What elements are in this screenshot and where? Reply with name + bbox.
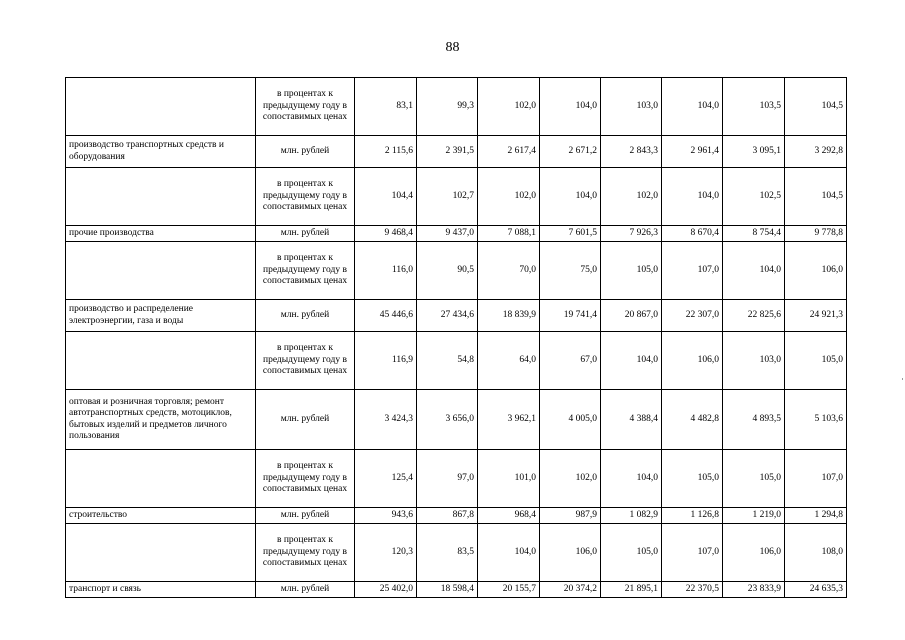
value-cell: 2 671,2	[540, 136, 601, 168]
value-cell: 105,0	[785, 332, 847, 390]
value-cell: 9 437,0	[417, 226, 478, 242]
economic-indicators-table	[65, 77, 847, 598]
value-cell: 21 895,1	[601, 582, 662, 598]
value-cell: 104,5	[785, 168, 847, 226]
value-cell: 8 670,4	[662, 226, 723, 242]
page-number: 88	[445, 40, 460, 55]
value-cell: 64,0	[478, 332, 540, 390]
value-cell: 104,0	[540, 78, 601, 136]
value-cell: 987,9	[540, 508, 601, 524]
unit-cell: в процентах к предыдущему году в сопоставимых ценах	[256, 450, 355, 508]
unit-cell: млн. рублей	[256, 582, 355, 598]
value-cell: 116,0	[355, 242, 417, 300]
table-row	[66, 332, 847, 390]
value-cell: 18 598,4	[417, 582, 478, 598]
unit-cell: в процентах к предыдущему году в сопоставимых ценах	[256, 78, 355, 136]
value-cell: 4 005,0	[540, 390, 601, 450]
table-row	[66, 226, 847, 242]
value-cell: 9 778,8	[785, 226, 847, 242]
value-cell: 7 601,5	[540, 226, 601, 242]
value-cell: 3 962,1	[478, 390, 540, 450]
value-cell: 867,8	[417, 508, 478, 524]
value-cell: 106,0	[540, 524, 601, 582]
value-cell: 25 402,0	[355, 582, 417, 598]
value-cell: 101,0	[478, 450, 540, 508]
value-cell: 106,0	[662, 332, 723, 390]
value-cell: 4 893,5	[723, 390, 785, 450]
value-cell: 20 374,2	[540, 582, 601, 598]
value-cell: 83,1	[355, 78, 417, 136]
value-cell: 3 292,8	[785, 136, 847, 168]
value-cell: 105,0	[601, 242, 662, 300]
value-cell: 19 741,4	[540, 300, 601, 332]
table-row	[66, 508, 847, 524]
value-cell: 22 370,5	[662, 582, 723, 598]
value-cell: 2 961,4	[662, 136, 723, 168]
value-cell: 104,0	[601, 450, 662, 508]
indicator-cell: оптовая и розничная торговля; ремонт автотранспортных средств, мотоциклов, бытовых изделий и предметов личного пользования	[66, 390, 256, 450]
value-cell: 22 825,6	[723, 300, 785, 332]
value-cell: 99,3	[417, 78, 478, 136]
value-cell: 9 468,4	[355, 226, 417, 242]
table-row	[66, 450, 847, 508]
value-cell: 20 155,7	[478, 582, 540, 598]
unit-cell: в процентах к предыдущему году в сопоставимых ценах	[256, 242, 355, 300]
value-cell: 3 095,1	[723, 136, 785, 168]
value-cell: 107,0	[785, 450, 847, 508]
value-cell: 67,0	[540, 332, 601, 390]
value-cell: 83,5	[417, 524, 478, 582]
value-cell: 102,7	[417, 168, 478, 226]
value-cell: 102,0	[601, 168, 662, 226]
value-cell: 1 126,8	[662, 508, 723, 524]
value-cell: 1 082,9	[601, 508, 662, 524]
value-cell: 3 656,0	[417, 390, 478, 450]
value-cell: 105,0	[723, 450, 785, 508]
value-cell: 104,0	[601, 332, 662, 390]
value-cell: 105,0	[662, 450, 723, 508]
table-row	[66, 242, 847, 300]
unit-cell: млн. рублей	[256, 226, 355, 242]
value-cell: 943,6	[355, 508, 417, 524]
indicator-cell	[66, 524, 256, 582]
value-cell: 27 434,6	[417, 300, 478, 332]
value-cell: 103,0	[723, 332, 785, 390]
value-cell: 120,3	[355, 524, 417, 582]
value-cell: 3 424,3	[355, 390, 417, 450]
value-cell: 24 921,3	[785, 300, 847, 332]
unit-cell: млн. рублей	[256, 136, 355, 168]
unit-cell: млн. рублей	[256, 390, 355, 450]
value-cell: 54,8	[417, 332, 478, 390]
indicator-cell	[66, 168, 256, 226]
table-row	[66, 168, 847, 226]
unit-cell: в процентах к предыдущему году в сопоставимых ценах	[256, 332, 355, 390]
unit-cell: в процентах к предыдущему году в сопоставимых ценах	[256, 524, 355, 582]
unit-cell: млн. рублей	[256, 508, 355, 524]
value-cell: 1 294,8	[785, 508, 847, 524]
value-cell: 104,4	[355, 168, 417, 226]
value-cell: 104,0	[723, 242, 785, 300]
indicator-cell	[66, 450, 256, 508]
value-cell: 106,0	[785, 242, 847, 300]
value-cell: 23 833,9	[723, 582, 785, 598]
value-cell: 102,0	[478, 78, 540, 136]
value-cell: 107,0	[662, 242, 723, 300]
value-cell: 104,0	[662, 168, 723, 226]
value-cell: 90,5	[417, 242, 478, 300]
value-cell: 8 754,4	[723, 226, 785, 242]
unit-cell: в процентах к предыдущему году в сопоставимых ценах	[256, 168, 355, 226]
indicator-cell	[66, 78, 256, 136]
value-cell: 968,4	[478, 508, 540, 524]
value-cell: 125,4	[355, 450, 417, 508]
value-cell: 20 867,0	[601, 300, 662, 332]
value-cell: 104,0	[662, 78, 723, 136]
value-cell: 104,0	[478, 524, 540, 582]
value-cell: 108,0	[785, 524, 847, 582]
value-cell: 102,5	[723, 168, 785, 226]
value-cell: 105,0	[601, 524, 662, 582]
indicator-cell: прочие производства	[66, 226, 256, 242]
table-row	[66, 136, 847, 168]
value-cell: 2 115,6	[355, 136, 417, 168]
value-cell: 4 388,4	[601, 390, 662, 450]
value-cell: 7 926,3	[601, 226, 662, 242]
value-cell: 70,0	[478, 242, 540, 300]
indicator-cell: производство и распределение электроэнергии, газа и воды	[66, 300, 256, 332]
indicator-cell	[66, 332, 256, 390]
table-row	[66, 582, 847, 598]
value-cell: 24 635,3	[785, 582, 847, 598]
value-cell: 22 307,0	[662, 300, 723, 332]
value-cell: 7 088,1	[478, 226, 540, 242]
indicator-cell: строительство	[66, 508, 256, 524]
value-cell: 2 617,4	[478, 136, 540, 168]
value-cell: 103,5	[723, 78, 785, 136]
value-cell: 5 103,6	[785, 390, 847, 450]
indicator-cell: транспорт и связь	[66, 582, 256, 598]
value-cell: 104,5	[785, 78, 847, 136]
indicator-cell	[66, 242, 256, 300]
value-cell: 1 219,0	[723, 508, 785, 524]
value-cell: 103,0	[601, 78, 662, 136]
value-cell: 45 446,6	[355, 300, 417, 332]
value-cell: 2 843,3	[601, 136, 662, 168]
value-cell: 18 839,9	[478, 300, 540, 332]
scan-mark	[902, 378, 903, 380]
value-cell: 106,0	[723, 524, 785, 582]
value-cell: 4 482,8	[662, 390, 723, 450]
table-row	[66, 300, 847, 332]
table-row	[66, 524, 847, 582]
table-row	[66, 78, 847, 136]
table-row	[66, 390, 847, 450]
unit-cell: млн. рублей	[256, 300, 355, 332]
value-cell: 116,9	[355, 332, 417, 390]
value-cell: 75,0	[540, 242, 601, 300]
value-cell: 107,0	[662, 524, 723, 582]
value-cell: 2 391,5	[417, 136, 478, 168]
value-cell: 102,0	[478, 168, 540, 226]
value-cell: 102,0	[540, 450, 601, 508]
indicator-cell: производство транспортных средств и оборудования	[66, 136, 256, 168]
value-cell: 104,0	[540, 168, 601, 226]
value-cell: 97,0	[417, 450, 478, 508]
